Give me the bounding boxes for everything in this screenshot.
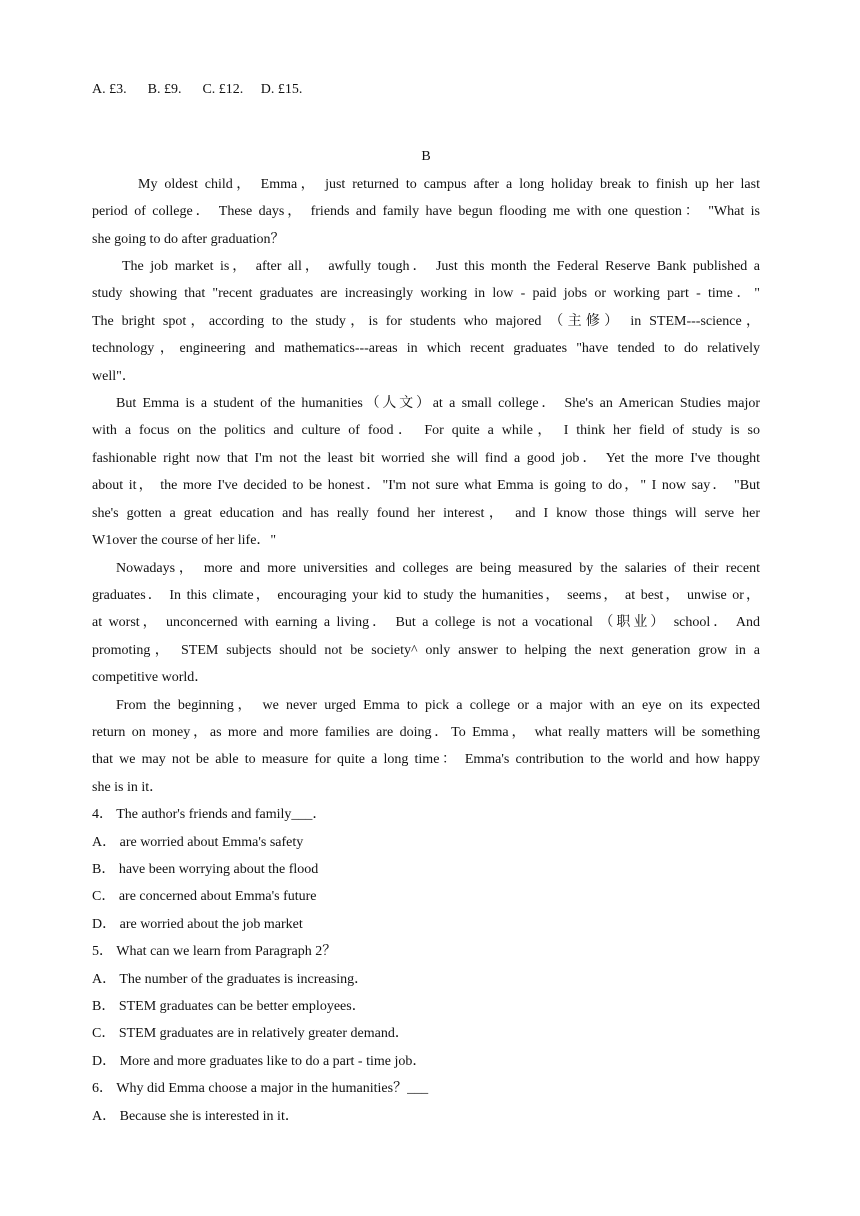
question-stem: 6． Why did Emma choose a major in the humanities？___ (92, 1081, 429, 1097)
passage-line: study showing that "recent graduates are increasingly working in low - paid jobs or working part - time．" (92, 286, 760, 302)
passage-line: about it， the more I've decided to be honest．"I'm not sure what Emma is going to do，" I now say． "But (92, 478, 760, 494)
passage-line: that we may not be able to measure for quite a long time： Emma's contribution to the world and how happy (92, 752, 760, 768)
passage-line: return on money，as more and more families are doing．To Emma， what really matters will be something (92, 724, 760, 740)
passage-line: technology，engineering and mathematics---areas in which recent graduates "have tended to do relatively (92, 341, 760, 357)
answer-option: A． The number of the graduates is increasing． (92, 971, 369, 987)
question-stem: 5． What can we learn from Paragraph 2？ (92, 944, 337, 960)
passage-line: she going to do after graduation？ (92, 231, 285, 247)
passage-line: fashionable right now that I'm not the least bit worried she will find a good job． Yet the more I've thought (92, 450, 760, 466)
passage-line: My oldest child， Emma， just returned to campus after a long holiday break to finish up her last (138, 176, 760, 192)
passage-line: graduates． In this climate， encouraging your kid to study the humanities， seems， at best， unwise or， (92, 587, 760, 603)
passage-line: But Emma is a student of the humanities（人文）at a small college． She's an American Studies major (116, 396, 760, 412)
passage-line: period of college． These days， friends and family have begun flooding me with one question： "What is (92, 204, 760, 220)
passage-line: she is in it． (92, 779, 164, 795)
answer-option: D． are worried about the job market (92, 916, 303, 932)
section-label: B (421, 149, 431, 165)
answer-option: C． are concerned about Emma's future (92, 889, 317, 905)
answer-option: D． More and more graduates like to do a part - time job． (92, 1053, 427, 1069)
answer-option: C． STEM graduates are in relatively greater demand． (92, 1026, 409, 1042)
answer-option: A． Because she is interested in it． (92, 1108, 299, 1124)
passage-line: W1over the course of her life．" (92, 533, 277, 549)
passage-line: she's gotten a great education and has really found her interest， and I know those things will serve her (92, 505, 760, 521)
question-stem: 4． The author's friends and family___． (92, 807, 327, 823)
passage-line: competitive world． (92, 670, 209, 686)
answer-option: B． have been worrying about the flood (92, 861, 319, 877)
questions (92, 801, 760, 1130)
passage-line: The bright spot，according to the study，is for students who majored （主修） in STEM---science， (92, 313, 760, 329)
passage-line: well"． (92, 368, 136, 384)
answer-option: A． are worried about Emma's safety (92, 834, 304, 850)
passage-line: The job market is， after all， awfully tough． Just this month the Federal Reserve Bank published a (122, 259, 760, 275)
passage-line: Nowadays， more and more universities and colleges are being measured by the salaries of their recent (116, 560, 760, 576)
previous-question-options: A. £3. B. £9. C. £12. D. £15. (92, 82, 303, 97)
passage-line: at worst， unconcerned with earning a living． But a college is not a vocational （职业） school． And (92, 615, 760, 631)
passage-line: From the beginning， we never urged Emma to pick a college or a major with an eye on its expected (116, 697, 760, 713)
passage (92, 171, 760, 801)
passage-line: promoting， STEM subjects should not be society^ only answer to helping the next generation grow in a (92, 642, 760, 658)
answer-option: B． STEM graduates can be better employees． (92, 999, 366, 1014)
document-page (92, 76, 760, 1130)
passage-line: with a focus on the politics and culture of food． For quite a while， I think her field of study is so (92, 423, 760, 439)
